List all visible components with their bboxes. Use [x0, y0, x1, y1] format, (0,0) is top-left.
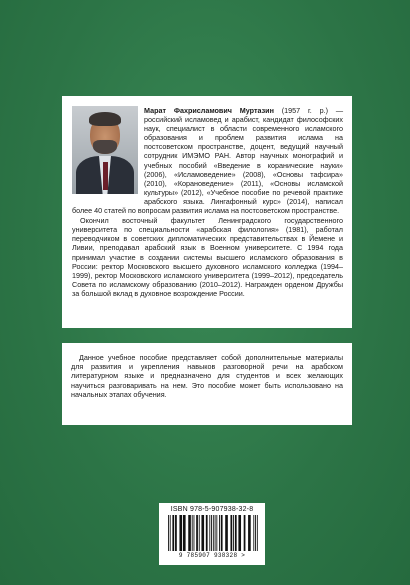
barcode-digits: 9 785907 938328 > — [178, 552, 246, 559]
barcode-bar — [216, 515, 217, 551]
barcode-bar — [215, 515, 216, 551]
barcode-bar — [213, 515, 214, 551]
barcode-bar — [248, 515, 251, 551]
barcode-bar — [235, 515, 237, 551]
barcode-bar — [257, 515, 258, 551]
barcode-bar — [219, 515, 220, 551]
book-description-panel — [62, 343, 352, 425]
barcode-bar — [244, 515, 246, 551]
barcode-bar — [170, 515, 171, 551]
isbn-text: ISBN 978-5-907938-32-8 — [170, 506, 254, 513]
photo-beard-shape — [93, 140, 117, 154]
book-description: Данное учебное пособие представляет собой дополнительные материалы для развития и укрепления навыков разговорной речи на арабском литературном языке и предназначено для студентов и всех желающих научиться разговаривать на нем. Это пособие может быть использовано на начальных этапах обучения. — [71, 353, 343, 399]
barcode-bar — [183, 515, 186, 551]
barcode-bar — [192, 515, 193, 551]
author-name: Марат Фахрисламович Муртазин — [144, 106, 274, 115]
barcode-bar — [255, 515, 256, 551]
barcode-image — [166, 515, 258, 551]
barcode-bar — [194, 515, 195, 551]
barcode-bar — [221, 515, 223, 551]
barcode-bar — [172, 515, 174, 551]
barcode-panel — [159, 503, 265, 565]
barcode-bar — [199, 515, 200, 551]
barcode-bar — [209, 515, 210, 551]
author-bio-second-paragraph: Окончил восточный факультет Ленинградского государственного университета по специальности «арабская филология» (1981), работал переводчиком в советских дипломатических представительствах в Йемене и Ливии, преподавал арабский язык в Военном университете. С 1994 года принимал участие в создании системы высшего исламского образования в России: ректор Московского высшего духовного исламского колледжа (1994–1999), ректор Московского исламского университета (1999–2012), председатель Совета по исламскому образованию (2010–2012). Награжден орденом Дружбы за большой вклад в духовное возрождение России. — [72, 216, 343, 298]
barcode-bar — [175, 515, 177, 551]
barcode-bar — [188, 515, 191, 551]
barcode-bar — [211, 515, 212, 551]
author-bio-panel — [62, 96, 352, 328]
barcode-bar — [233, 515, 234, 551]
barcode-bar — [225, 515, 228, 551]
photo-hair-shape — [89, 112, 121, 126]
barcode-bar — [238, 515, 241, 551]
author-bio-text: (1957 г. р.) — российский исламовед и арабист, кандидат философских наук, специалист в области современного исламского образования и проблем развития ислама на постсоветском пространстве, доцент, ведущий научный сотрудник ИМЭМО РАН. Автор научных монографий и учебных пособий «Введение в коранические науки» (2006), «Исламоведение» (2008), «Основы тафсира» (2010), «Корановедение» (2011), «Основы исламской культуры» (2012), «Учебное пособие по речевой практике арабского языка. Лингафонный курс» (2014), написал более 40 статей по вопросам развития ислама на постсоветском пространстве. — [72, 106, 344, 216]
barcode-bar — [230, 515, 232, 551]
photo-tie-shape — [103, 162, 108, 190]
barcode-bar — [253, 515, 254, 551]
barcode-bar — [168, 515, 169, 551]
barcode-bar — [196, 515, 198, 551]
barcode-bar — [201, 515, 204, 551]
barcode-bar — [206, 515, 208, 551]
barcode-bar — [179, 515, 182, 551]
author-photo — [72, 106, 138, 194]
